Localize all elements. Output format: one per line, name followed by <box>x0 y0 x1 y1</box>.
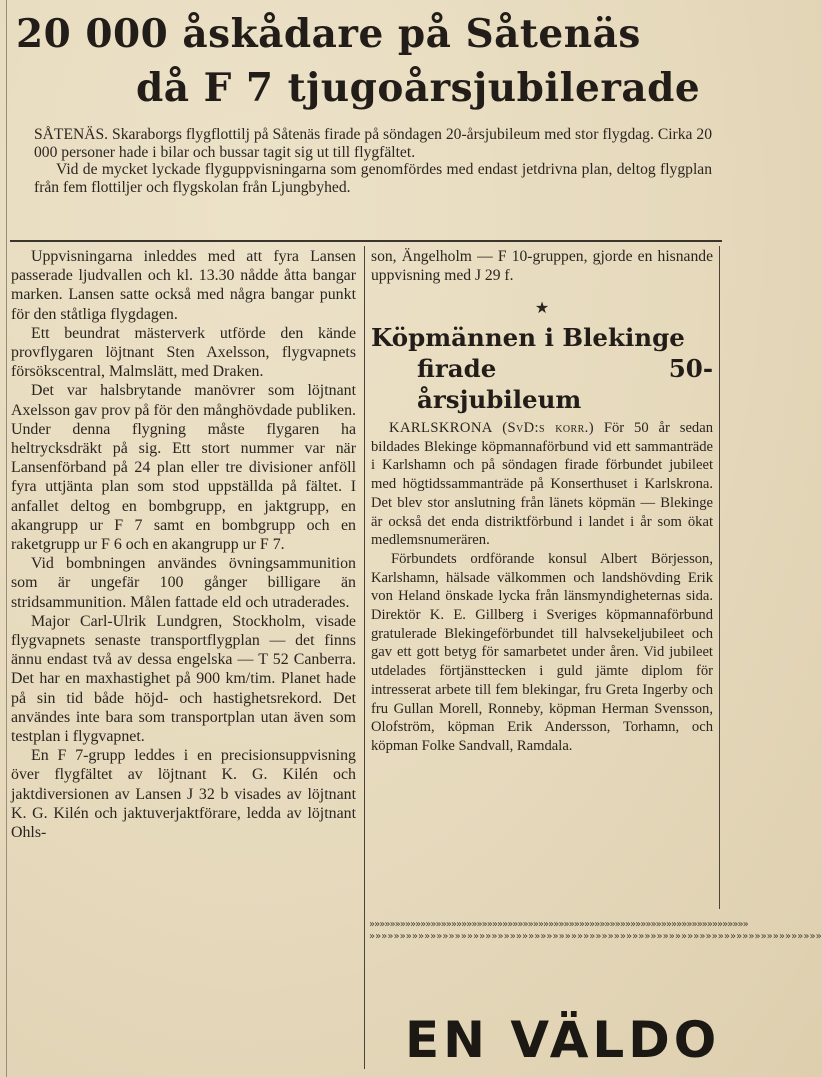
body-paragraph: Förbundets ordförande konsul Albert Börjesson, Karlshamn, hälsade välkommen och landshövding Erik von Heland önskade lycka från länsmyndigheternas sida. Direktör K. E. Gillberg i Sveriges köpmannaförbund gratulerade Blekingeförbundet till halvsekeljubileet och gav ett gott betyg för samarbetet under åren. Vid jubileet utdelades förtjänsttecken i guld jämte diplom för intresserat arbete till fem blekingar, fru Greta Ingerby och fru Gullan Morell, Ronneby, köpman Herman Svensson, Olofström, köpman Erik Andersson, Torhamn, och köpman Folke Sandvall, Ramdala. <box>371 550 713 754</box>
body-paragraph: Uppvisningarna inleddes med att fyra Lansen passerade ljudvallen och kl. 13.30 nådde åtta bangar marken. Lansen satte också med några bangar punkt för den ståtliga flygdagen. <box>11 248 356 323</box>
page-edge-rule <box>6 0 7 1077</box>
body-paragraph: Det var halsbrytande manövrer som löjtnant Axelsson gav prov på för den månghövdade publiken. Under denna flygning måste flygaren ha heltrycksdräkt på sig. Ett stort nummer var när Lansenförband på 24 plan eller tre divisioner anföll fyra uttjänta plan som stod uppställda på fältet. I anfallet deltog en bombgrupp, en jaktgrupp, en akangrupp ur F 7 samt en bombgrupp och en raketgrupp ur F 6 och en akangrupp ur F 7. <box>11 382 356 554</box>
intro-paragraph: SÅTENÄS. Skaraborgs flygflottilj på Såtenäs firade på söndagen 20-årsjubileum med stor flygdag. Cirka 20 000 personer hade i bilar och bussar tagit sig ut till flygfältet. <box>34 126 712 161</box>
ad-ornament-border: »»»»»»»»»»»»»»»»»»»»»»»»»»»»»»»»»»»»»»»»»»»»»»»»»»»»»»»»»»»»»»»»»»»»»»»»»» <box>369 919 748 930</box>
body-paragraph: En F 7-grupp leddes i en precisionsuppvisning över flygfältet av löjtnant K. G. Kilén och jaktdiversionen av Lansen J 32 b visades av löjtnant K. G. Kilén och jaktuverjaktförare, ledda av löjtnant Ohls- <box>11 747 356 842</box>
headline-line-2: då F 7 tjugoårsjubilerade <box>136 65 701 111</box>
right-edge-rule <box>719 246 720 909</box>
headline-line-1: 20 000 åskådare på Såtenäs <box>16 11 641 57</box>
subheadline-line-2: firade 50-årsjubileum <box>417 354 713 414</box>
ad-ornament-border: »»»»»»»»»»»»»»»»»»»»»»»»»»»»»»»»»»»»»»»»»»»»»»»»»»»»»»»»»»»»»»»»»»»»»»»»»» <box>369 931 822 942</box>
body-paragraph: Ett beundrat mästerverk utförde den kände provflygaren löjtnant Sten Axelsson, flygvapnets försökscentral, Malmslätt, med Draken. <box>11 324 356 381</box>
horizontal-rule <box>10 240 722 242</box>
article-left-column <box>11 247 356 842</box>
dateline: KARLSKRONA (SvD:s korr.) <box>389 420 594 436</box>
body-paragraph <box>371 419 713 550</box>
intro-text <box>34 126 712 196</box>
advertisement <box>369 918 822 1077</box>
star-separator-icon: ★ <box>534 300 550 317</box>
article-right-column <box>371 247 713 756</box>
body-paragraph: Vid bombningen användes övningsammunition som är ungefär 100 gånger billigare än stridsammunition. Målen fattade eld och utraderades. <box>11 555 356 611</box>
column-divider <box>364 246 365 1069</box>
body-text: För 50 år sedan bildades Blekinge köpmannaförbund vid ett sammanträde i Karlshamn och på söndagen firade förbundet jubileet med högtidssammanträde på Konserthuset i Karlskrona. Det blev stor anslutning från länets köpmän — Blekinge är också det enda distriktförbund i landet i år som ökat medlemsnumerären. <box>371 420 713 549</box>
subheadline-line-1: Köpmännen i Blekinge <box>371 323 685 352</box>
blekinge-article <box>371 419 713 756</box>
body-paragraph: Major Carl-Ulrik Lundgren, Stockholm, visade flygvapnets senaste transportflygplan — det finns ännu endast två av dessa engelska — T 52 Canberra. Det har en maxhastighet på 900 km/tim. Planet hade på sin tid både höjd- och hastighetsrekord. Det användes inte bara som transportplan utan även som testplan i flygvapnet. <box>11 612 356 746</box>
continuation-paragraph: son, Ängelholm — F 10-gruppen, gjorde en hisnande uppvisning med J 29 f. <box>371 248 713 284</box>
intro-paragraph: Vid de mycket lyckade flyguppvisningarna som genomfördes med endast jetdrivna plan, deltog flygplan från fem flottiljer och flygskolan från Ljungbyhed. <box>34 161 712 196</box>
ad-headline: EN VÄLDO <box>405 1011 721 1069</box>
subheadline <box>371 322 713 415</box>
